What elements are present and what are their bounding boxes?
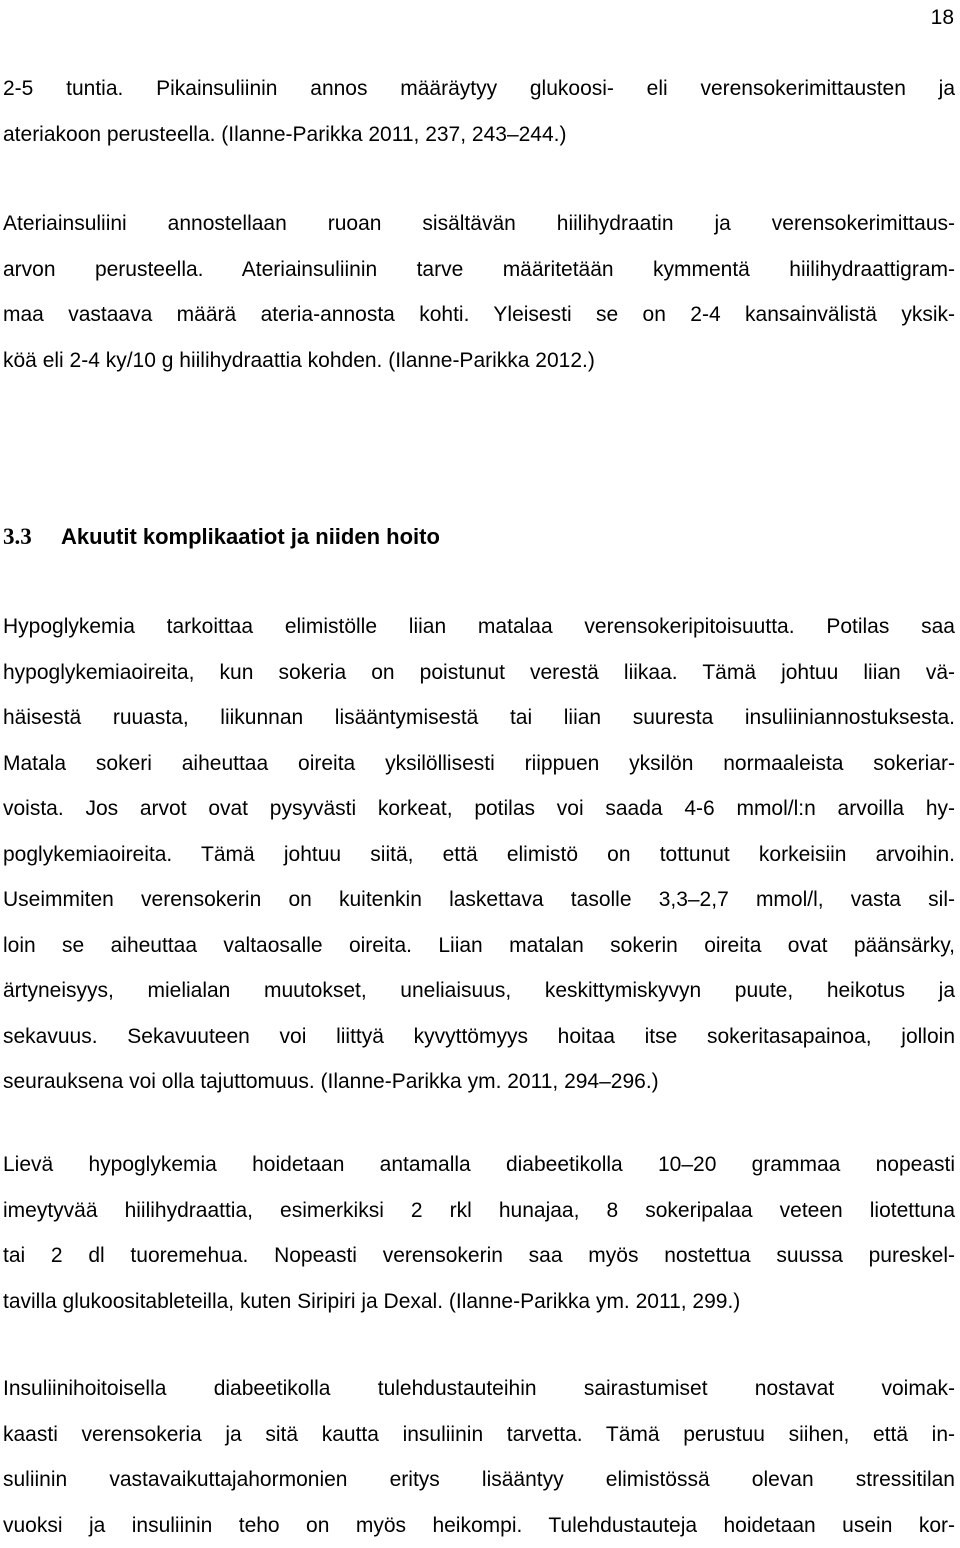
text-line: Matala sokeri aiheuttaa oireita yksilöllisesti riippuen yksilön normaaleista sokeriar-	[3, 741, 955, 787]
text-line: hypoglykemiaoireita, kun sokeria on poistunut verestä liikaa. Tämä johtuu liian vä-	[3, 650, 955, 696]
text-line: Lievä hypoglykemia hoidetaan antamalla diabeetikolla 10–20 grammaa nopeasti	[3, 1142, 955, 1188]
text-line: poglykemiaoireita. Tämä johtuu siitä, että elimistö on tottunut korkeisiin arvoihin.	[3, 832, 955, 878]
text-line: loin se aiheuttaa valtaosalle oireita. Liian matalan sokerin oireita ovat päänsärky,	[3, 923, 955, 969]
text-line: suliinin vastavaikuttajahormonien eritys lisääntyy elimistössä olevan stressitilan	[3, 1457, 955, 1503]
text-line: tai 2 dl tuoremehua. Nopeasti verensokerin saa myös nostettua suussa pureskel-	[3, 1233, 955, 1279]
paragraph-2	[3, 201, 955, 383]
section-heading	[3, 520, 440, 554]
text-line: Useimmiten verensokerin on kuitenkin laskettava tasolle 3,3–2,7 mmol/l, vasta sil-	[3, 877, 955, 923]
paragraph-1	[3, 66, 955, 157]
paragraph-4	[3, 1142, 955, 1324]
text-line: köä eli 2-4 ky/10 g hiilihydraattia kohden. (Ilanne-Parikka 2012.)	[3, 338, 955, 384]
text-line: imeytyvää hiilihydraattia, esimerkiksi 2 rkl hunajaa, 8 sokeripalaa veteen liotettuna	[3, 1188, 955, 1234]
text-line: sekavuus. Sekavuuteen voi liittyä kyvyttömyys hoitaa itse sokeritasapainoa, jolloin	[3, 1014, 955, 1060]
text-line: ärtyneisyys, mielialan muutokset, uneliaisuus, keskittymiskyvyn puute, heikotus ja	[3, 968, 955, 1014]
text-line: häisestä ruuasta, liikunnan lisääntymisestä tai liian suuresta insuliiniannostuksesta.	[3, 695, 955, 741]
text-line: tavilla glukoositableteilla, kuten Siripiri ja Dexal. (Ilanne-Parikka ym. 2011, 299.)	[3, 1279, 955, 1325]
text-line: maa vastaava määrä ateria-annosta kohti. Yleisesti se on 2-4 kansainvälistä yksik-	[3, 292, 955, 338]
text-line: Insuliinihoitoisella diabeetikolla tulehdustauteihin sairastumiset nostavat voimak-	[3, 1366, 955, 1412]
paragraph-3	[3, 604, 955, 1105]
text-line: voista. Jos arvot ovat pysyvästi korkeat, potilas voi saada 4-6 mmol/l:n arvoilla hy-	[3, 786, 955, 832]
paragraph-5	[3, 1366, 955, 1548]
text-line: Ateriainsuliini annostellaan ruoan sisältävän hiilihydraatin ja verensokerimittaus-	[3, 201, 955, 247]
page-number: 18	[931, 6, 954, 30]
text-line: arvon perusteella. Ateriainsuliinin tarve määritetään kymmentä hiilihydraattigram-	[3, 247, 955, 293]
text-line: Hypoglykemia tarkoittaa elimistölle liian matalaa verensokeripitoisuutta. Potilas saa	[3, 604, 955, 650]
text-line: ateriakoon perusteella. (Ilanne-Parikka 2011, 237, 243–244.)	[3, 112, 955, 158]
section-title: Akuutit komplikaatiot ja niiden hoito	[61, 524, 440, 549]
section-number: 3.3	[3, 520, 61, 554]
text-line: seurauksena voi olla tajuttomuus. (Ilanne-Parikka ym. 2011, 294–296.)	[3, 1059, 955, 1105]
text-line: vuoksi ja insuliinin teho on myös heikompi. Tulehdustauteja hoidetaan usein kor-	[3, 1503, 955, 1548]
text-line: kaasti verensokeria ja sitä kautta insuliinin tarvetta. Tämä perustuu siihen, että in-	[3, 1412, 955, 1458]
text-line: 2-5 tuntia. Pikainsuliinin annos määräytyy glukoosi- eli verensokerimittausten ja	[3, 66, 955, 112]
